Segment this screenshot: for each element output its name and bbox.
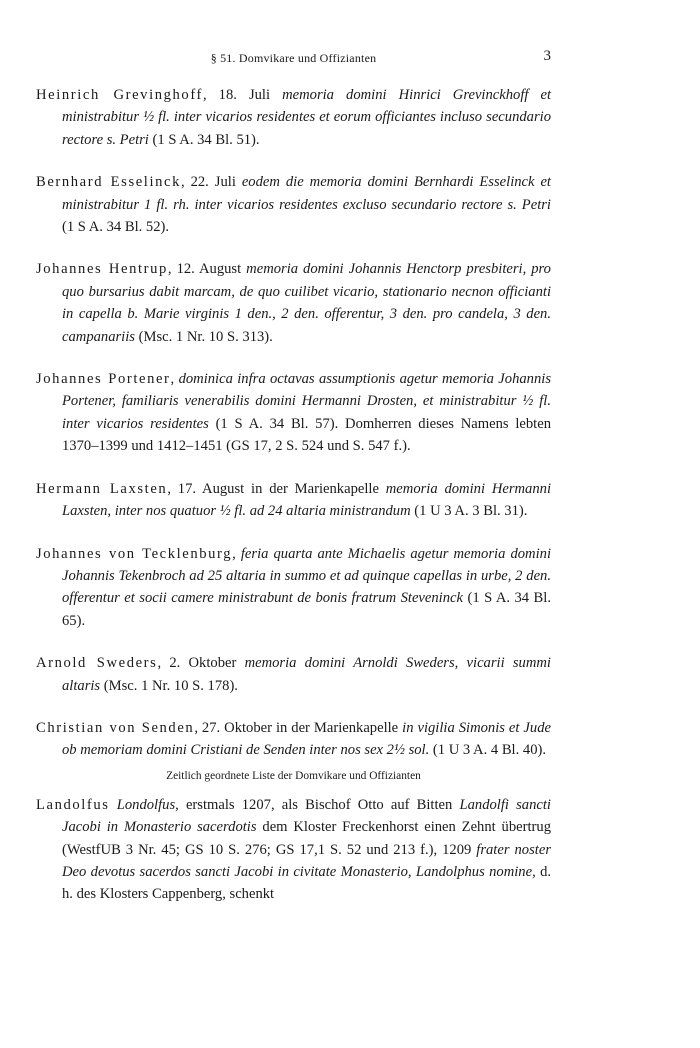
entry-date: , 27. Oktober in der Marienkapelle xyxy=(194,719,403,736)
entry-name: Bernhard Esselinck xyxy=(36,174,181,191)
main-text xyxy=(36,84,551,926)
entry-name: Arnold Sweders xyxy=(36,655,158,672)
entry-latin-text: eodem die memoria domini Bernhardi Esselinck et ministrabitur 1 fl. rh. inter vicarios residentes excluso secundario rectore s. Petri xyxy=(62,174,551,213)
entry-reference: (1 U 3 A. 4 Bl. 40). xyxy=(429,742,547,759)
entry-latin-text: frater noster Deo devotus sacerdos sancti Jacobi in civitate Monasterio, Landolphus nomine, xyxy=(62,841,551,880)
entry-latin-text: feria quarta ante Michaelis agetur memoria domini Johannis Tekenbroch ad 25 altaria in summo et ad quinque capellas in urbe, 2 den. offerentur et socii camere ministrabunt de bonis fratrum Steveninck xyxy=(62,545,552,607)
entry-reference: (1 U 3 A. 3 Bl. 31). xyxy=(410,503,528,520)
entry-landolfus xyxy=(36,794,551,906)
entry-date: , 18. Juli xyxy=(202,87,283,103)
entry-reference: (1 S A. 34 Bl. 51). xyxy=(148,131,260,148)
entry-date: , xyxy=(232,545,241,562)
entry-latin-text: dominica infra octavas assumptionis agetur memoria Johannis Portener, familiaris venerabilis domini Hermanni Drosten, et ministrabitur ½ fl. inter vicarios residentes xyxy=(62,371,552,432)
entry-name: Christian von Senden xyxy=(36,719,195,736)
section-heading: Zeitlich geordnete Liste der Domvikare und Offizianten xyxy=(166,769,421,782)
entry-name: Heinrich Grevinghoff xyxy=(36,87,203,103)
entry-reference: (1 S A. 34 Bl. 52). xyxy=(62,219,170,236)
entry-senden xyxy=(36,717,551,762)
entry-latin-text: memoria domini Hermanni Laxsten, inter nos quatuor ½ fl. ad 24 altaria ministrandum xyxy=(62,480,552,520)
entry-text: dem Kloster Freckenhorst einen Zehnt übertrug (WestfUB 3 Nr. 45; GS 10 S. 276; GS 17,1 S. 52 und 213 f.), 1209 xyxy=(62,819,551,858)
page-number: 3 xyxy=(543,48,551,64)
entry-alt-name: Londolfus xyxy=(116,796,176,813)
entry-sweders xyxy=(36,652,551,697)
entry-latin-text: memoria domini Arnoldi Sweders, vicarii summi altaris xyxy=(62,655,551,694)
entry-date: , 2. Oktober xyxy=(157,655,245,672)
entry-date: , 17. August in der Marienkapelle xyxy=(167,480,386,497)
entry-name: Johannes von Tecklenburg xyxy=(36,545,233,562)
entry-laxsten xyxy=(36,478,551,523)
entry-latin-text: memoria domini Johannis Henctorp presbiteri, pro quo bursarius dabit marcam, de quo cuilibet vicario, stationario necnon officianti in capella b. Marie virginis 1 den., 2 den. offerentur, 3 den. pro candela, 3 den. campanariis xyxy=(62,261,551,345)
running-header xyxy=(36,48,551,68)
entry-tecklenburg xyxy=(36,543,551,633)
entry-reference: (1 S A. 34 Bl. 57). Domherren dieses Namens lebten 1370–1399 und 1412–1451 (GS 17, 2 S. 524 und S. 547 f.). xyxy=(62,415,551,455)
entry-reference: (Msc. 1 Nr. 10 S. 313). xyxy=(134,328,273,345)
entry-name: Hermann Laxsten xyxy=(36,480,168,497)
header-title: § 51. Domvikare und Offizianten xyxy=(210,51,377,65)
entry-latin-text: in vigilia Simonis et Jude ob memoriam domini Cristiani de Senden inter nos sex 2½ sol. xyxy=(62,719,551,759)
entry-text: , erstmals 1207, als Bischof Otto auf Bitten xyxy=(175,796,460,813)
entry-grevinghoff xyxy=(36,84,551,151)
entry-text: d. h. des Klosters Cappenberg, schenkt xyxy=(62,863,552,903)
entry-name: Johannes Portener xyxy=(36,371,171,388)
entry-date: , xyxy=(170,371,179,388)
entry-latin-text: Landolfi sancti Jacobi in Monasterio sacerdotis xyxy=(62,796,551,836)
entry-name: Johannes Hentrup xyxy=(36,261,168,278)
entry-hentrup xyxy=(36,258,551,348)
entry-reference: (Msc. 1 Nr. 10 S. 178). xyxy=(100,677,238,694)
entry-portener xyxy=(36,368,551,458)
entry-name: Landolfus xyxy=(36,796,110,813)
entry-date: , 22. Juli xyxy=(180,174,242,191)
entry-latin-text: memoria domini Hinrici Grevinckhoff et ministrabitur ½ fl. inter vicarios residentes et eorum officiantes incluso secundario rectore s. Petri xyxy=(62,87,552,148)
entry-esselinck xyxy=(36,171,551,238)
entry-reference: (1 S A. 34 Bl. 65). xyxy=(62,590,551,629)
entry-date: , 12. August xyxy=(167,261,247,278)
